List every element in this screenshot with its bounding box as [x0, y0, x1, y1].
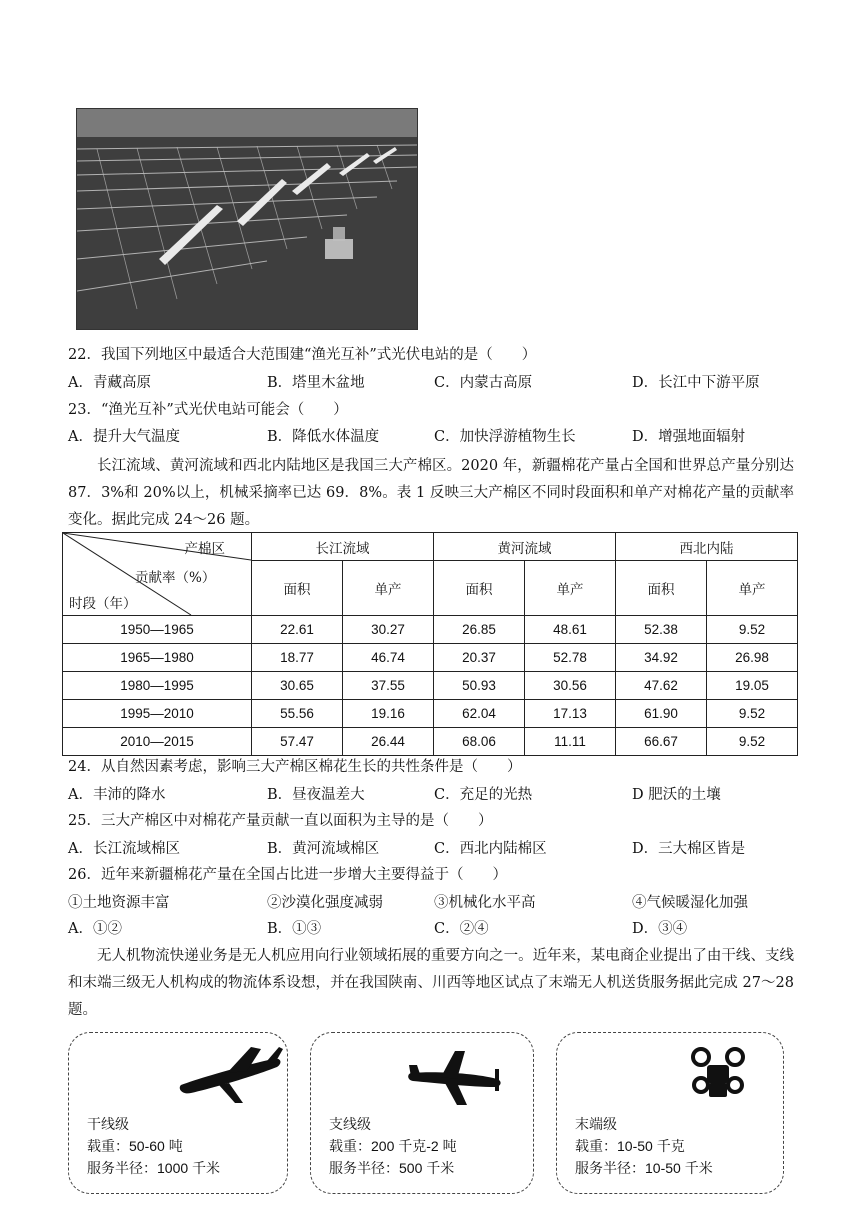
region-header: 西北内陆 [616, 533, 798, 561]
value-cell: 9.52 [707, 700, 798, 728]
option-b: B．昼夜温差大 [267, 787, 365, 803]
option-b: B．塔里木盆地 [267, 375, 365, 391]
value-cell: 66.67 [616, 728, 707, 756]
option-a: A．提升大气温度 [68, 429, 180, 445]
card-radius: 服务半径：10-50 千米 [575, 1160, 713, 1176]
statement-1: ①土地资源丰富 [68, 895, 170, 911]
card-level: 支线级 [329, 1116, 371, 1132]
question-25-options [68, 839, 808, 859]
region-header: 长江流域 [252, 533, 434, 561]
period-cell: 1995—2010 [63, 700, 252, 728]
period-cell: 1980—1995 [63, 672, 252, 700]
option-c: C．内蒙古高原 [434, 375, 533, 391]
statement-4: ④气候暖湿化加强 [632, 895, 748, 911]
region-header: 黄河流域 [434, 533, 616, 561]
drone-card-branch [310, 1032, 534, 1194]
value-cell: 68.06 [434, 728, 525, 756]
cotton-passage: 长江流域、黄河流域和西北内陆地区是我国三大产棉区。2020 年，新疆棉花产量占全国和世界总产量分别达 87．3%和 20%以上，机械采摘率已达 69．8%。表 1 反映三大产棉区不同时段面积和单产对棉花产量的贡献率变化。据此完成 24～26 题。 [68, 458, 794, 528]
value-cell: 52.38 [616, 616, 707, 644]
option-b: B．①③ [267, 921, 322, 937]
question-25-stem: 25．三大产棉区中对棉花产量贡献一直以面积为主导的是（ ） [68, 813, 493, 829]
value-cell: 61.90 [616, 700, 707, 728]
option-c: C．加快浮游植物生长 [434, 429, 576, 445]
option-c: C．西北内陆棉区 [434, 841, 547, 857]
jet-airplane-icon [177, 1045, 285, 1105]
value-cell: 19.05 [707, 672, 798, 700]
sub-header: 面积 [252, 561, 343, 616]
option-b: B．降低水体温度 [267, 429, 380, 445]
question-22-stem: 22．我国下列地区中最适合大范围建“渔光互补”式光伏电站的是（ ） [68, 347, 537, 363]
value-cell: 26.44 [343, 728, 434, 756]
value-cell: 22.61 [252, 616, 343, 644]
value-cell: 37.55 [343, 672, 434, 700]
value-cell: 50.93 [434, 672, 525, 700]
question-26-options [68, 919, 808, 939]
table-row [63, 728, 798, 756]
value-cell: 30.56 [525, 672, 616, 700]
question-24-stem: 24．从自然因素考虑，影响三大产棉区棉花生长的共性条件是（ ） [68, 759, 522, 775]
quadcopter-drone-icon [689, 1047, 747, 1103]
value-cell: 19.16 [343, 700, 434, 728]
option-d: D．增强地面辐射 [632, 429, 746, 445]
value-cell: 17.13 [525, 700, 616, 728]
question-23-stem: 23．“渔光互补”式光伏电站可能会（ ） [68, 402, 348, 418]
card-text [575, 1113, 713, 1179]
card-text [329, 1113, 457, 1179]
sub-header: 面积 [434, 561, 525, 616]
card-load: 载重：50-60 吨 [87, 1138, 183, 1154]
table-corner-header [63, 533, 252, 616]
sub-header: 单产 [707, 561, 798, 616]
cotton-contribution-table [62, 532, 798, 756]
card-text [87, 1113, 220, 1179]
value-cell: 57.47 [252, 728, 343, 756]
option-d: D 肥沃的土壤 [632, 787, 721, 803]
solar-farm-photo [76, 108, 418, 330]
question-26-stem: 26．近年来新疆棉花产量在全国占比进一步增大主要得益于（ ） [68, 867, 507, 883]
card-load: 载重：200 千克-2 吨 [329, 1138, 457, 1154]
drone-card-terminal [556, 1032, 784, 1194]
option-d: D．长江中下游平原 [632, 375, 760, 391]
card-level: 干线级 [87, 1116, 129, 1132]
drone-card-trunk [68, 1032, 288, 1194]
option-a: A．长江流域棉区 [68, 841, 180, 857]
question-22-options [68, 373, 808, 393]
value-cell: 62.04 [434, 700, 525, 728]
corner-period-label: 时段（年） [69, 596, 137, 612]
table-row [63, 644, 798, 672]
drone-passage: 无人机物流快递业务是无人机应用向行业领域拓展的重要方向之一。近年来，某电商企业提出了由干线、支线和末端三级无人机构成的物流体系设想，并在我国陕南、川西等地区试点了末端无人机送货服务据此完成 27～28 题。 [68, 948, 794, 1018]
sub-header: 单产 [525, 561, 616, 616]
value-cell: 20.37 [434, 644, 525, 672]
question-23-options [68, 427, 808, 447]
question-24-options [68, 785, 808, 805]
card-load: 载重：10-50 千克 [575, 1138, 685, 1154]
propeller-airplane-icon [405, 1047, 505, 1107]
value-cell: 52.78 [525, 644, 616, 672]
value-cell: 30.27 [343, 616, 434, 644]
table-row [63, 700, 798, 728]
sub-header: 面积 [616, 561, 707, 616]
question-26-statements [68, 893, 808, 913]
value-cell: 9.52 [707, 728, 798, 756]
value-cell: 55.56 [252, 700, 343, 728]
option-a: A．①② [68, 921, 122, 937]
value-cell: 9.52 [707, 616, 798, 644]
option-d: D．③④ [632, 921, 688, 937]
statement-2: ②沙漠化强度减弱 [267, 895, 383, 911]
period-cell: 1965—1980 [63, 644, 252, 672]
statement-3: ③机械化水平高 [434, 895, 536, 911]
card-level: 末端级 [575, 1116, 617, 1132]
period-cell: 2010—2015 [63, 728, 252, 756]
card-radius: 服务半径：1000 千米 [87, 1160, 221, 1176]
value-cell: 48.61 [525, 616, 616, 644]
corner-region-label: 产棉区 [184, 541, 225, 557]
card-radius: 服务半径：500 千米 [329, 1160, 455, 1176]
value-cell: 26.98 [707, 644, 798, 672]
corner-rate-label: 贡献率（%） [135, 570, 216, 586]
value-cell: 46.74 [343, 644, 434, 672]
option-c: C．充足的光热 [434, 787, 533, 803]
value-cell: 47.62 [616, 672, 707, 700]
option-b: B．黄河流域棉区 [267, 841, 380, 857]
sub-header: 单产 [343, 561, 434, 616]
period-cell: 1950—1965 [63, 616, 252, 644]
option-c: C．②④ [434, 921, 489, 937]
value-cell: 11.11 [525, 728, 616, 756]
table-row [63, 672, 798, 700]
value-cell: 26.85 [434, 616, 525, 644]
value-cell: 18.77 [252, 644, 343, 672]
option-a: A．丰沛的降水 [68, 787, 166, 803]
table-row [63, 616, 798, 644]
option-d: D．三大棉区皆是 [632, 841, 746, 857]
option-a: A．青藏高原 [68, 375, 151, 391]
value-cell: 34.92 [616, 644, 707, 672]
value-cell: 30.65 [252, 672, 343, 700]
